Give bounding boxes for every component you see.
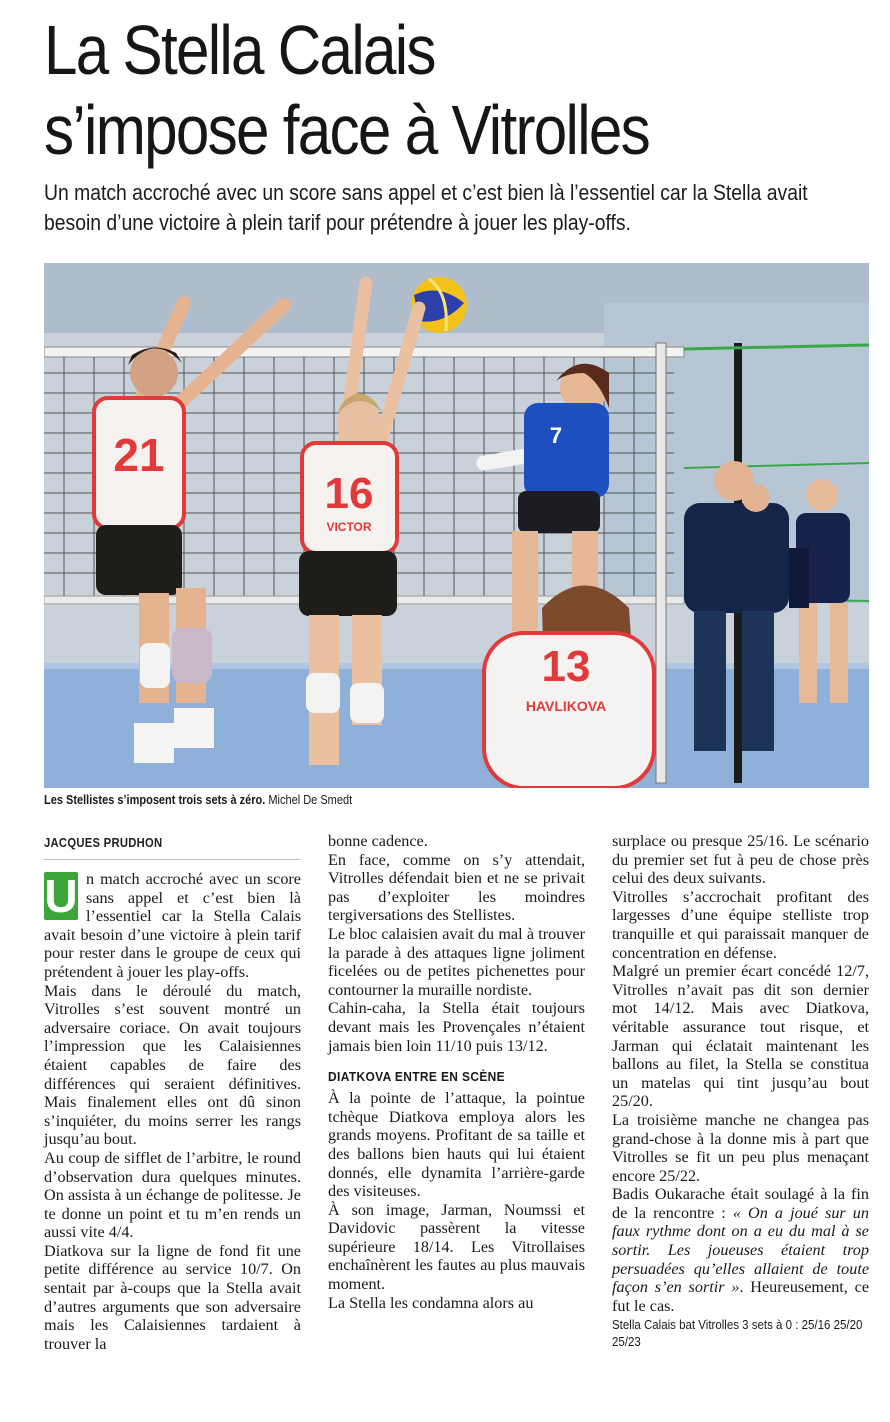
column-1 [44, 835, 301, 1353]
paragraph: Au coup de sifflet de l’arbitre, le round d’observation dura quelques minutes. On assista à un échange de politesse. Je te donne un point et tu m’en rends un aussi vite 4/4. [44, 1148, 301, 1242]
jersey-name-havlikova: HAVLIKOVA [525, 698, 607, 714]
quote-lead: Badis Oukarache était soulagé à la fin de la rencontre : [612, 1185, 869, 1222]
headline-line-2: s’impose face à Vitrolles [44, 91, 650, 169]
drop-cap: U [44, 870, 78, 922]
jersey-number-16: 16 [324, 469, 374, 518]
standfirst: Un match accroché avec un score sans appel et c’est bien là l’essentiel car la Stella avait besoin d’une victoire à plein tarif pour prétendre à jouer les play-offs. [44, 180, 808, 235]
paragraph: Diatkova sur la ligne de fond fit une petite différence au service 10/7. On sentait par à-coups que la Stella avait d’autres arguments que son adversaire mais les Calaisiennes tardaient à trouver la [44, 1241, 301, 1353]
subheading: DIATKOVA ENTRE EN SCÈNE [328, 1069, 506, 1085]
jersey-name-victor: VICTOR [326, 520, 372, 534]
paragraph: n match accroché avec un score sans appel et c’est bien là l’essentiel car la Stella Calais avait besoin d’une victoire à plein tarif pour rester dans le groupe de ceux qui prétendent à jouer les play-offs. [44, 870, 301, 981]
paragraph: À la pointe de l’attaque, la pointue tchèque Diatkova employa alors les grands moyens. Profitant de sa taille et des ballons bien hauts qui lui étaient donnés, elle dynamita l’arrière-garde des visiteuses. [328, 1089, 585, 1201]
paragraph: surplace ou presque 25/16. Le scénario du premier set fut à peu de chose près celui des deux suivants. [612, 832, 869, 888]
headline-line-1: La Stella Calais [44, 11, 435, 89]
paragraph: À son image, Jarman, Noumssi et Davidovic passèrent la vitesse supérieure 18/14. Les Vitrollaises enchaînèrent les fautes au plus mauvais moment. [328, 1200, 585, 1294]
column-3 [612, 832, 869, 1351]
match-photo [44, 263, 869, 788]
quote-text: « On a joué sur un faux rythme dont on a eu du mal à se sortir. Les joueuses étaient trop persuadées qu’elles allaient de toute façon s’en sortir » [612, 1203, 869, 1297]
paragraph: La troisième manche ne changea pas grand-chose à la donne mis à part que Vitrolles se fit un peu plus menaçant encore 25/22. [612, 1110, 869, 1185]
paragraph: Vitrolles s’accrochait profitant des largesses d’une équipe stelliste trop tranquille et qui paraissait manquer de concentration en défense. [612, 887, 869, 962]
paragraph: En face, comme on s’y attendait, Vitrolles défendait bien et ne se privait pas d’exploiter les moindres tergiversations des Stellistes. [328, 850, 585, 925]
column-2 [328, 832, 585, 1312]
jersey-number-13: 13 [541, 642, 591, 691]
paragraph: La Stella les condamna alors au [328, 1293, 534, 1312]
jersey-number-21: 21 [113, 429, 165, 481]
quote-tail: . Heureusement, ce fut le cas. [612, 1278, 870, 1315]
volleyball-scene-illustration [44, 263, 869, 788]
score-line: Stella Calais bat Vitrolles 3 sets à 0 : 25/16 25/20 25/23 [612, 1318, 863, 1350]
paragraph: Mais dans le déroulé du match, Vitrolles s’est souvent montré un adversaire coriace. On avait toujours l’impression que les Calaisiennes étaient capables de faire des différences qui seraient définitives. Mais finalement elles ont dû sinon s’inquiéter, du moins serrer les rangs jusqu’au bout. [44, 981, 301, 1149]
jersey-number-7: 7 [549, 423, 563, 448]
caption-text: Les Stellistes s’imposent trois sets à zéro. [44, 793, 266, 807]
quote-paragraph [612, 1185, 869, 1315]
paragraph: Le bloc calaisien avait du mal à trouver la parade à des attaques ligne joliment ficelées ou de petites pichenettes pour contourner la muraille nordiste. [328, 924, 585, 999]
headline [44, 10, 749, 170]
byline: JACQUES PRUDHON [44, 835, 301, 860]
photo-caption [44, 792, 572, 808]
paragraph: Malgré un premier écart concédé 12/7, Vitrolles n’avait pas dit son dernier mot 14/12. Mais avec Diatkova, véritable assurance tout risque, et Jarman qui éclatait maintenant les ballons au filet, la Stella se constitua un matelas qui tint jusqu’au bout 25/20. [612, 962, 869, 1111]
paragraph: bonne cadence. [328, 832, 428, 850]
photo-credit: Michel De Smedt [268, 793, 353, 807]
paragraph: Cahin-caha, la Stella était toujours devant mais les Provençales n’étaient jamais bien loin 11/10 puis 13/12. [328, 999, 585, 1055]
